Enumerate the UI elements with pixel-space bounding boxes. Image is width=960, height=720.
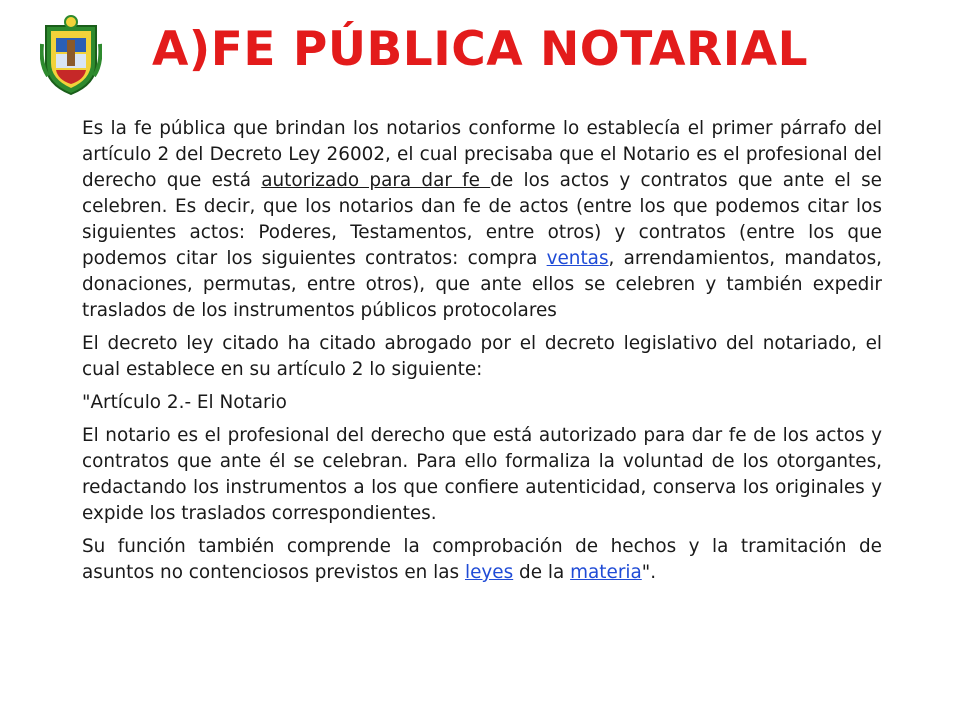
paragraph-articulo-heading: "Artículo 2.- El Notario: [82, 392, 287, 413]
p1-text-1: Es la fe pública que brindan los notarios conforme lo establecía el primer párrafo del artículo 2 del Decreto Ley 26002, el cual precisaba que el Notario es el profesional del derecho que está: [82, 118, 882, 191]
paragraph-funcion: [82, 534, 882, 586]
p5-text-2: de la: [513, 562, 571, 583]
link-leyes[interactable]: leyes: [464, 562, 514, 583]
p5-text-1: Su función también comprende la comprobación de hechos y la tramitación de asuntos no contenciosos previstos en las: [82, 536, 882, 583]
slide-body: [82, 116, 882, 593]
p1-underlined-text: autorizado para dar fe: [261, 170, 491, 191]
paragraph-notario-definition: El notario es el profesional del derecho que está autorizado para dar fe de los actos y contratos que ante él se celebran. Para ello formaliza la voluntad de los otorgantes, redactando los instrumentos a los que confiere autenticidad, conserva los originales y expide los traslados correspondientes.: [82, 425, 882, 524]
slide-title: A)FE PÚBLICA NOTARIAL: [151, 22, 809, 77]
p1-text-3: , arrendamientos, mandatos, donaciones, permutas, entre otros), que ante ellos se celebren y también expedir traslados de los instrumentos públicos protocolares: [82, 248, 882, 321]
paragraph-decreto: El decreto ley citado ha citado abrogado por el decreto legislativo del notariado, el cual establece en su artículo 2 lo siguiente:: [82, 333, 882, 380]
p1-text-2: de los actos y contratos que ante el se celebren. Es decir, que los notarios dan fe de actos (entre los que podemos citar los siguientes actos: Poderes, Testamentos, entre otros) y contratos (entre los que podemos citar los siguientes contratos: compra: [82, 170, 882, 269]
p5-text-3: ".: [641, 562, 657, 583]
link-ventas[interactable]: ventas: [546, 248, 609, 269]
link-materia[interactable]: materia: [570, 562, 642, 583]
paragraph-fe-publica: [82, 116, 882, 324]
